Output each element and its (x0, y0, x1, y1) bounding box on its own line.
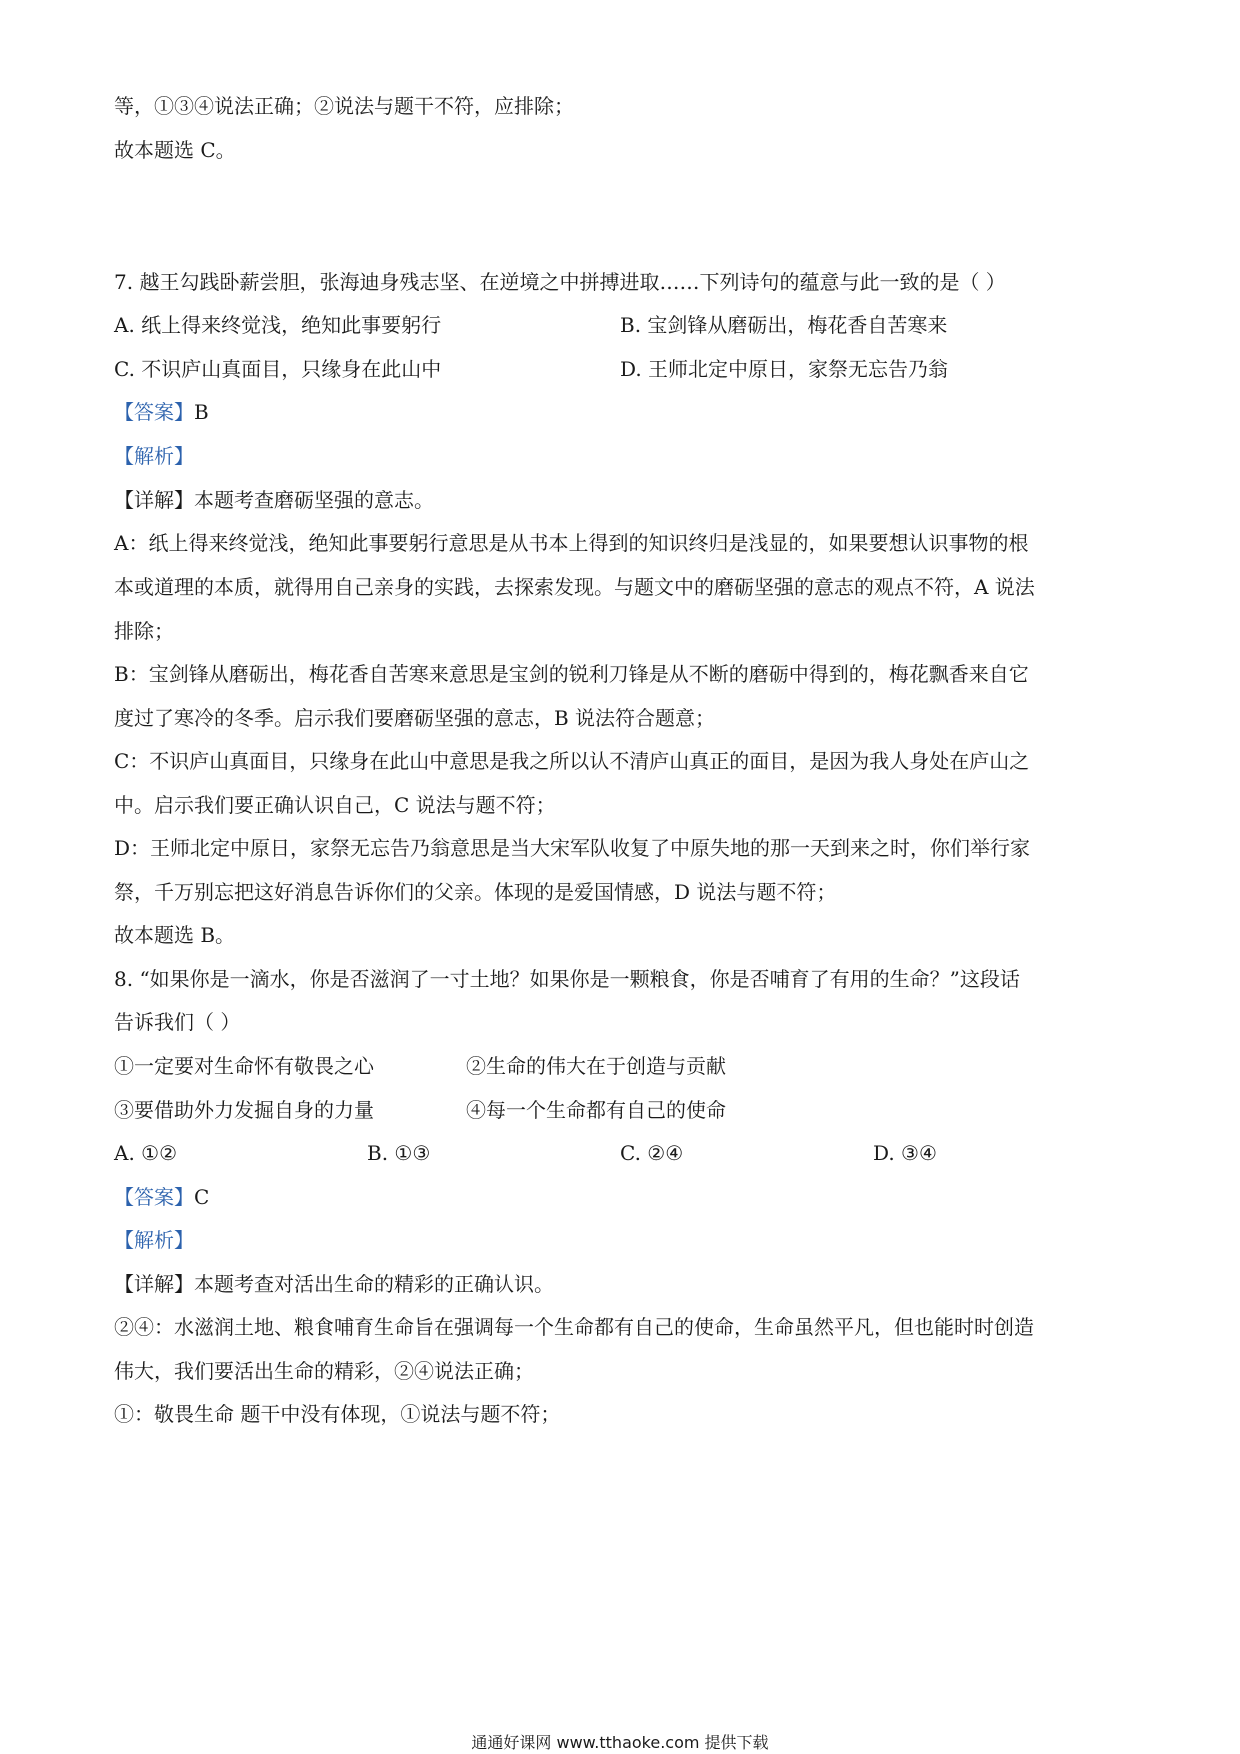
q7-option-b: B. 宝剑锋从磨砺出，梅花香自苦寒来 (620, 313, 948, 337)
explanation-line: ①：敬畏生命 题干中没有体现，①说法与题不符； (114, 1402, 561, 1426)
q7-detail (114, 486, 434, 514)
detail-text: 本题考查磨砺坚强的意志。 (194, 488, 434, 512)
q8-item-1: ①一定要对生命怀有敬畏之心 (114, 1054, 374, 1078)
answer-value: B (194, 400, 209, 424)
q8-option-c: C. ②④ (620, 1141, 684, 1165)
detail-tag: 【详解】 (114, 488, 194, 512)
question-8-stem: 8. “如果你是一滴水，你是否滋润了一寸土地？如果你是一颗粮食，你是否哺育了有用的生命？”这段话 (114, 967, 1020, 991)
explanation-line: 度过了寒冷的冬季。启示我们要磨砺坚强的意志，B 说法符合题意； (114, 706, 716, 730)
q8-option-b: B. ①③ (367, 1141, 431, 1165)
explanation-line: 本或道理的本质，就得用自己亲身的实践，去探索发现。与题文中的磨砺坚强的意志的观点不符，A 说法 (114, 575, 1035, 599)
conclusion-line: 故本题选 B。 (114, 923, 236, 947)
q8-option-a: A. ①② (114, 1141, 178, 1165)
detail-text: 本题考查对活出生命的精彩的正确认识。 (194, 1272, 554, 1296)
question-8-stem-cont: 告诉我们（ ） (114, 1010, 241, 1034)
explanation-line: B：宝剑锋从磨砺出，梅花香自苦寒来意思是宝剑的锐利刀锋是从不断的磨砺中得到的，梅花飘香来自它 (114, 662, 1029, 686)
explanation-line: 排除； (114, 619, 174, 643)
q8-item-2: ②生命的伟大在于创造与贡献 (466, 1054, 726, 1078)
question-7-stem: 7. 越王勾践卧薪尝胆，张海迪身残志坚、在逆境之中拼搏进取……下列诗句的蕴意与此一致的是（ ） (114, 270, 1006, 294)
explanation-line: C：不识庐山真面目，只缘身在此山中意思是我之所以认不清庐山真正的面目，是因为我人身处在庐山之 (114, 749, 1030, 773)
q8-item-4: ④每一个生命都有自己的使命 (466, 1098, 726, 1122)
text-line: 等，①③④说法正确；②说法与题干不符，应排除； (114, 94, 574, 118)
explanation-line: 中。启示我们要正确认识自己，C 说法与题不符； (114, 793, 556, 817)
explanation-line: 祭，千万别忘把这好消息告诉你们的父亲。体现的是爱国情感，D 说法与题不符； (114, 880, 837, 904)
q7-option-d: D. 王师北定中原日，家祭无忘告乃翁 (620, 357, 949, 381)
q7-answer (114, 398, 209, 426)
answer-tag: 【答案】 (114, 400, 194, 424)
q8-detail (114, 1270, 554, 1298)
answer-tag: 【答案】 (114, 1185, 194, 1209)
explanation-line: 伟大，我们要活出生命的精彩，②④说法正确； (114, 1359, 534, 1383)
q7-option-c: C. 不识庐山真面目，只缘身在此山中 (114, 357, 442, 381)
q8-option-d: D. ③④ (873, 1141, 937, 1165)
explanation-line: ②④：水滋润土地、粮食哺育生命旨在强调每一个生命都有自己的使命，生命虽然平凡，但也能时时创造 (114, 1315, 1034, 1339)
q8-item-3: ③要借助外力发掘自身的力量 (114, 1098, 374, 1122)
text-line: 故本题选 C。 (114, 138, 236, 162)
q7-option-a: A. 纸上得来终觉浅，绝知此事要躬行 (114, 313, 442, 337)
q7-analysis-tag (114, 442, 194, 470)
answer-value: C (194, 1185, 210, 1209)
q8-analysis-tag (114, 1226, 194, 1254)
detail-tag: 【详解】 (114, 1272, 194, 1296)
explanation-line: D：王师北定中原日，家祭无忘告乃翁意思是当大宋军队收复了中原失地的那一天到来之时，你们举行家 (114, 836, 1031, 860)
analysis-tag: 【解析】 (114, 444, 194, 468)
page-footer: 通通好课网 www.tthaoke.com 提供下载 (471, 1733, 769, 1752)
q8-answer (114, 1183, 209, 1211)
analysis-tag: 【解析】 (114, 1228, 194, 1252)
explanation-line: A：纸上得来终觉浅，绝知此事要躬行意思是从书本上得到的知识终归是浅显的，如果要想认识事物的根 (114, 531, 1029, 555)
